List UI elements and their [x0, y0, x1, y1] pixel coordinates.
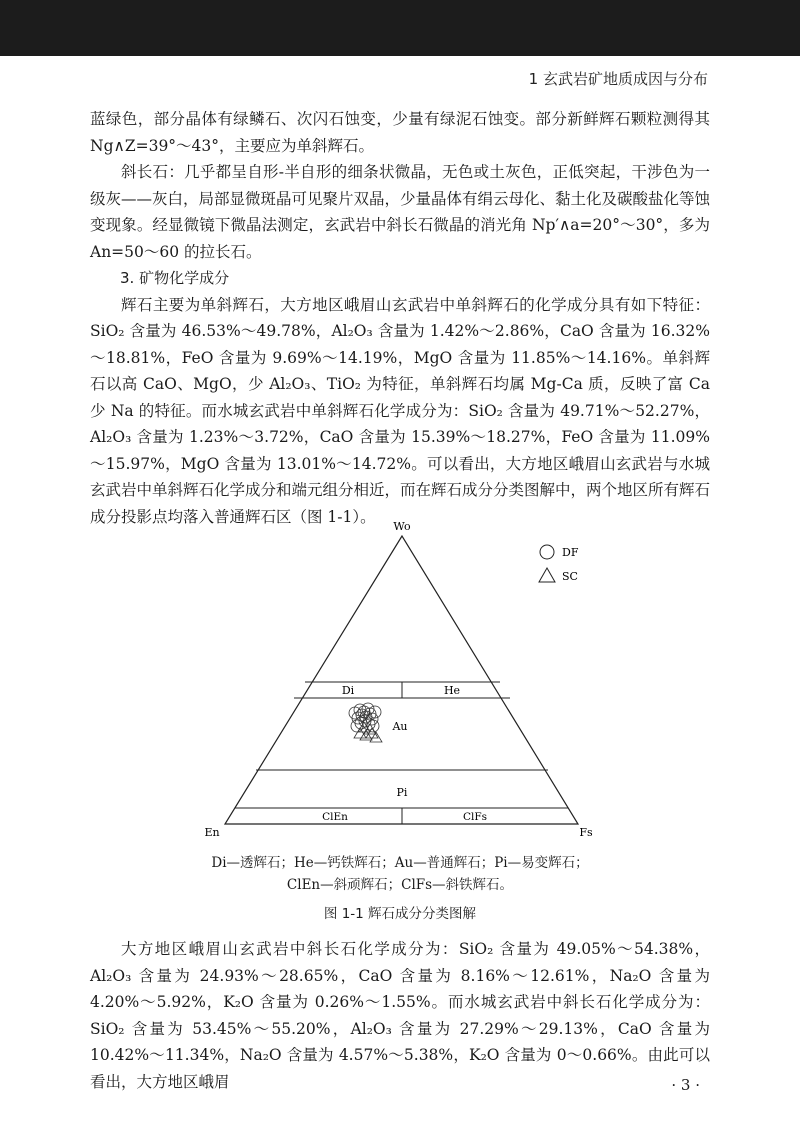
body-text-top [90, 106, 710, 530]
body-text-bottom [90, 936, 710, 1095]
paragraph-plagioclase-optics: 斜长石：几乎都呈自形-半自形的细条状微晶，无色或土灰色，正低突起，干涉色为一级灰——灰白，局部显微斑晶可见聚片双晶，少量晶体有绢云母化、黏土化及碳酸盐化等蚀变现象。经显微镜下微晶法测定，玄武岩中斜长石微晶的消光角 Np′∧a=20°～30°，多为 An=50～60 的拉长石。 [90, 163, 711, 261]
df-point-cluster [349, 703, 381, 732]
page-number: · 3 · [671, 1076, 700, 1094]
page-header-bar [0, 0, 800, 56]
apex-fs-label: Fs [579, 826, 593, 839]
figure-caption: 图 1-1 辉石成分分类图解 [323, 906, 477, 922]
paragraph-continuation: 蓝绿色，部分晶体有绿鳞石、次闪石蚀变，少量有绿泥石蚀变。部分新鲜辉石颗粒测得其 Ng∧Z=39°～43°，主要应为单斜辉石。 [90, 110, 710, 155]
apex-wo-label: Wo [393, 520, 411, 533]
section-subheading: 3. 矿物化学成分 [120, 269, 230, 287]
legend-sc-label: SC [562, 570, 578, 583]
zone-au-label: Au [392, 720, 408, 733]
ternary-triangle [225, 536, 578, 824]
paragraph-pyroxene-chemistry: 辉石主要为单斜辉石，大方地区峨眉山玄武岩中单斜辉石的化学成分具有如下特征：SiO₂ 含量为 46.53%～49.78%，Al₂O₃ 含量为 1.42%～2.86%，CaO 含量为 16.32%～18.81%，FeO 含量为 9.69%～14.19%，MgO 含量为 11.85%～14.16%。单斜辉石以高 CaO、MgO，少 Al₂O₃、TiO₂ 为特征，单斜辉石均属 Mg-Ca 质，反映了富 Ca 少 Na 的特征。而水城玄武岩中单斜辉石化学成分为：SiO₂ 含量为 49.71%～52.27%，Al₂O₃ 含量为 1.23%～3.72%，CaO 含量为 15.39%～18.27%，FeO 含量为 11.09%～15.97%，MgO 含量为 13.01%～14.72%。可以看出，大方地区峨眉山玄武岩与水城玄武岩中单斜辉石化学成分和端元组分相近，而在辉石成分分类图解中，两个地区所有辉石成分投影点均落入普通辉石区（图 1-1）。 [90, 295, 711, 526]
sc-point-cluster [354, 722, 382, 742]
pyroxene-classification-diagram [190, 516, 610, 846]
figure-legend-line-1: Di—透辉石；He—钙铁辉石；Au—普通辉石；Pi—易变辉石； [211, 855, 589, 871]
legend-df-label: DF [562, 546, 579, 559]
apex-en-label: En [204, 826, 220, 839]
running-head: 1 玄武岩矿地质成因与分布 [528, 70, 708, 88]
figure-legend-line-2: ClEn—斜顽辉石；ClFs—斜铁辉石。 [286, 877, 514, 893]
figure-legend [90, 852, 710, 896]
zone-clfs-label: ClFs [462, 811, 488, 823]
zone-he-label: He [443, 684, 461, 697]
paragraph-plagioclase-chemistry: 大方地区峨眉山玄武岩中斜长石化学成分为：SiO₂ 含量为 49.05%～54.38%，Al₂O₃ 含量为 24.93%～28.65%，CaO 含量为 8.16%～12.61%，Na₂O 含量为 4.20%～5.92%，K₂O 含量为 0.26%～1.55%。而水城玄武岩中斜长石化学成分为：SiO₂ 含量为 53.45%～55.20%，Al₂O₃ 含量为 27.29%～29.13%，CaO 含量为 10.42%～11.34%，Na₂O 含量为 4.57%～5.38%，K₂O 含量为 0～0.66%。由此可以看出，大方地区峨眉 [90, 940, 710, 1091]
legend-df-marker [540, 545, 554, 559]
zone-clen-label: ClEn [322, 811, 348, 823]
zone-pi-label: Pi [396, 786, 408, 799]
legend-sc-marker [539, 568, 555, 582]
zone-di-label: Di [341, 684, 355, 697]
